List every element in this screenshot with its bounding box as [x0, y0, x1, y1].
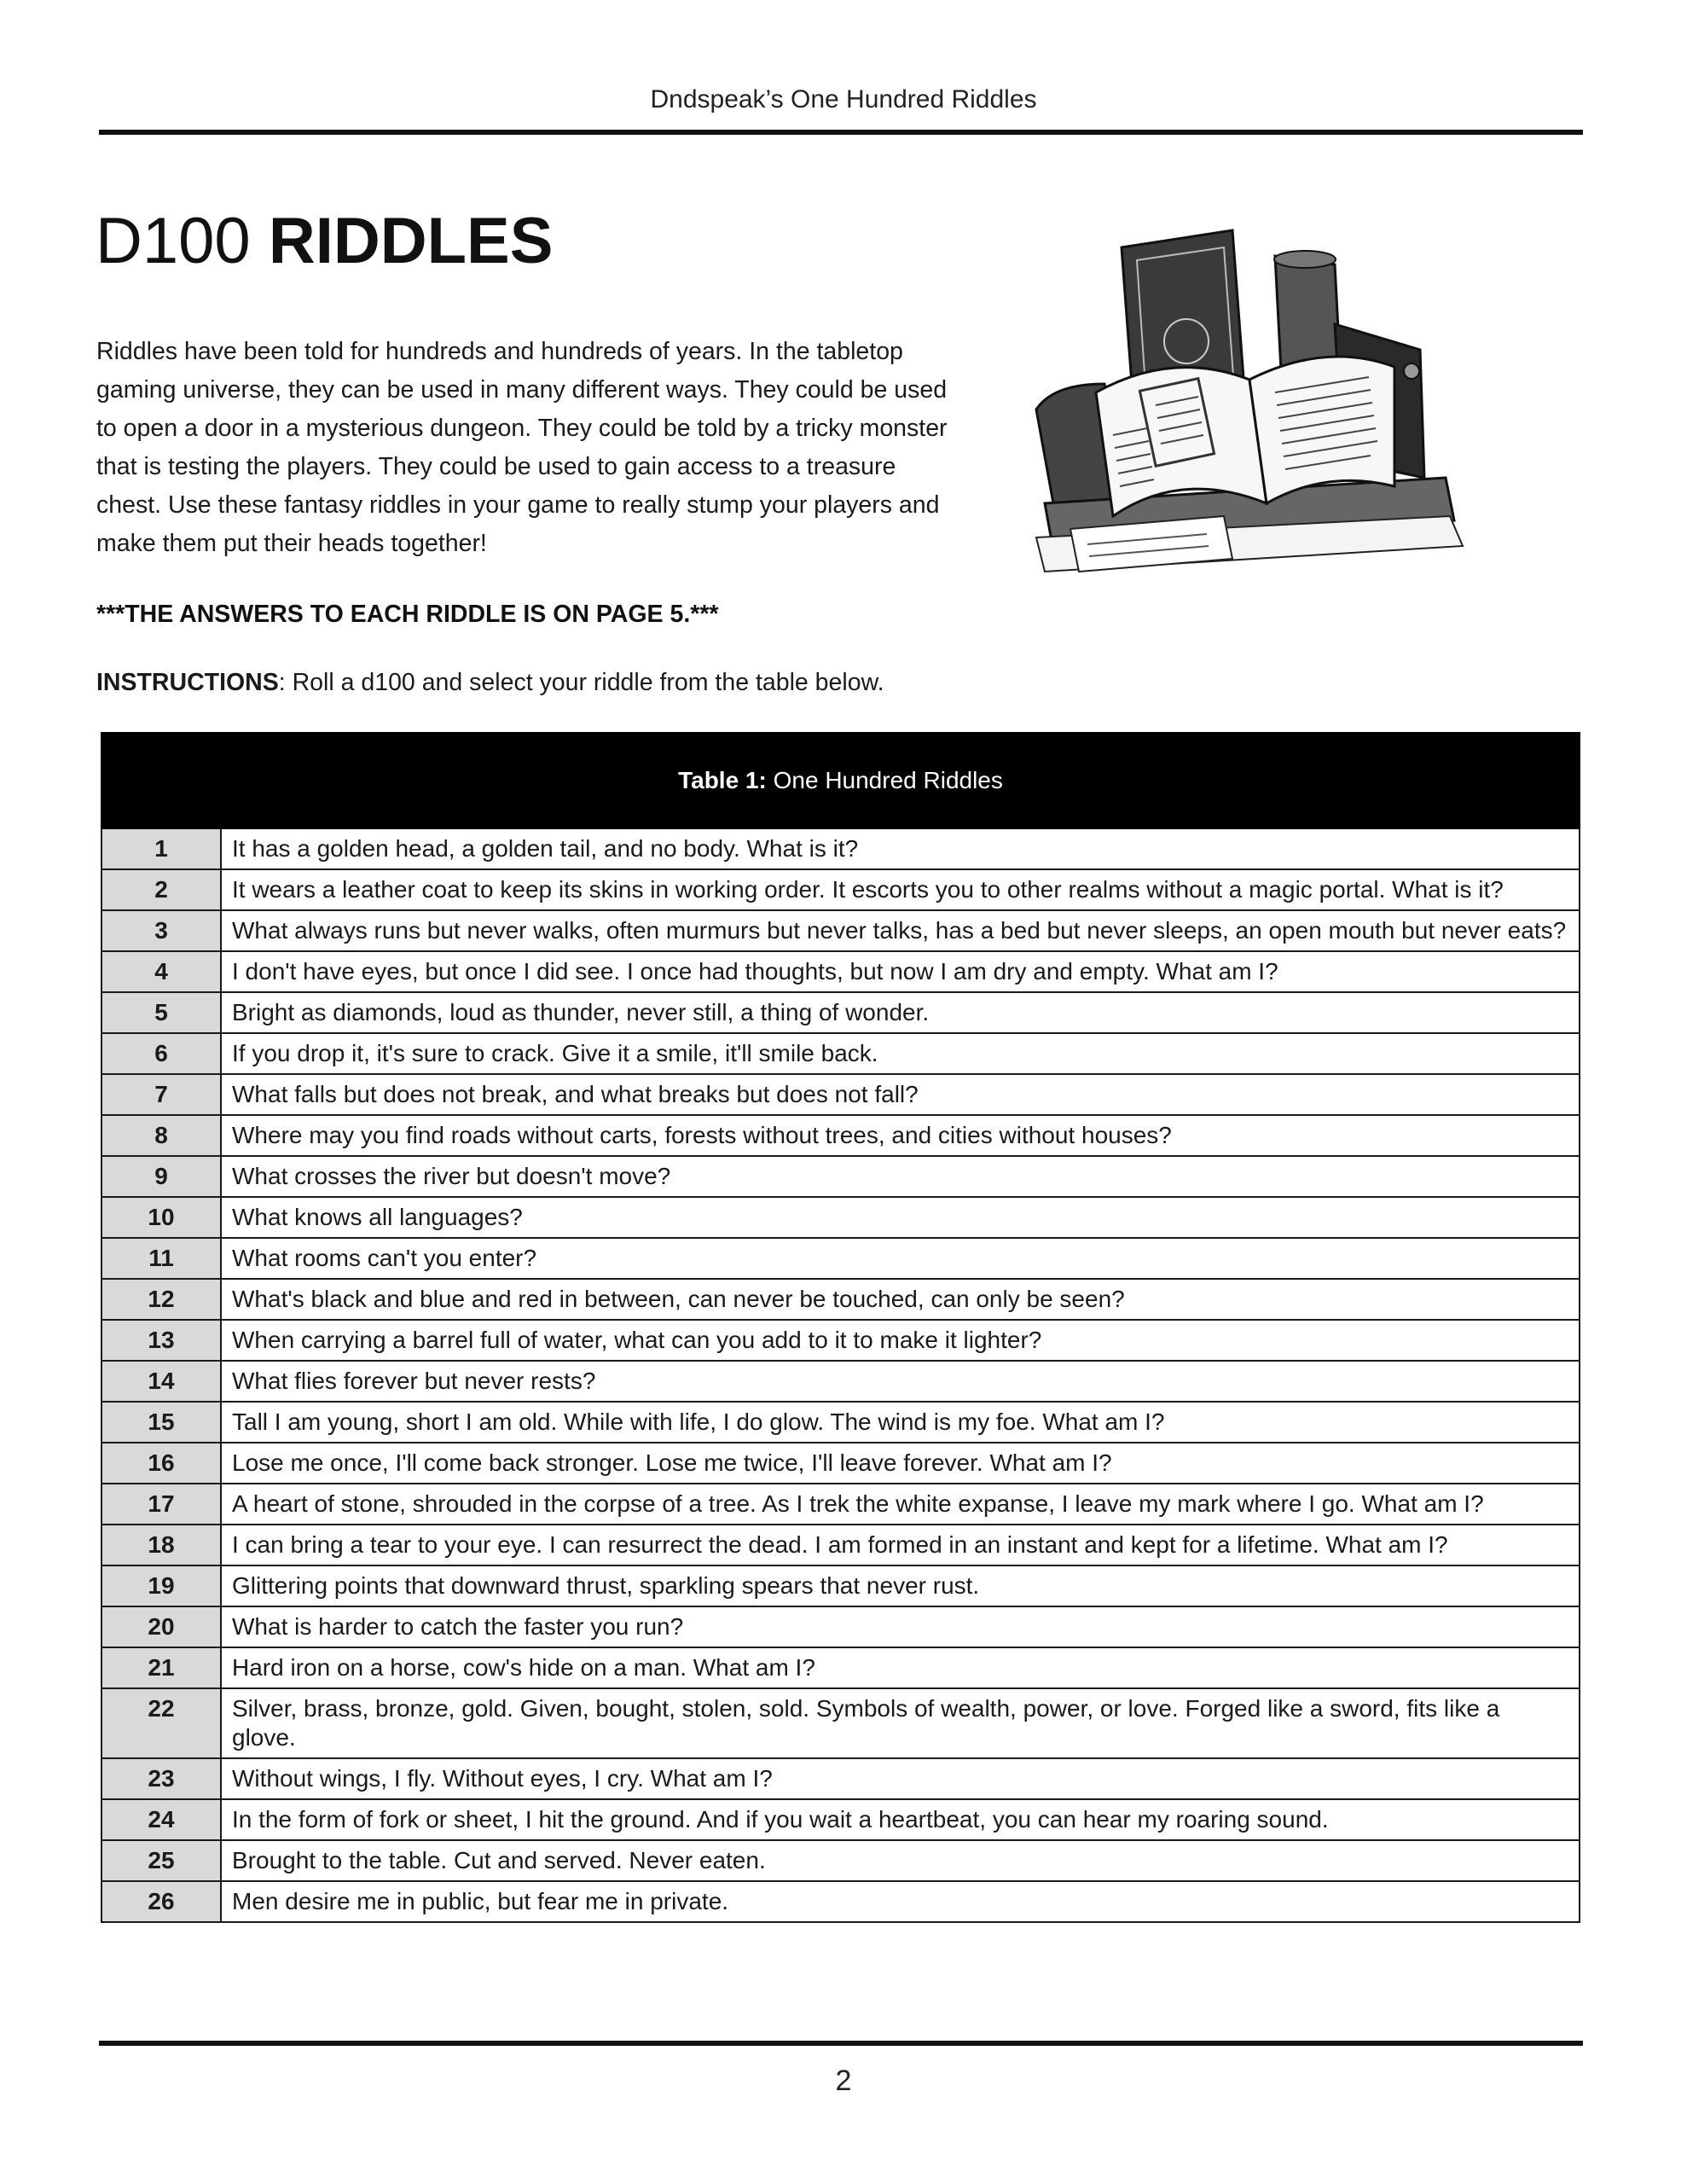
- riddle-text: Silver, brass, bronze, gold. Given, bought, stolen, sold. Symbols of wealth, power, or love. Forged like a sword, fits like a glove.: [221, 1688, 1580, 1758]
- table-row: [101, 1758, 1580, 1799]
- riddle-number: 5: [101, 992, 221, 1033]
- riddle-text: It wears a leather coat to keep its skins in working order. It escorts you to other realms without a magic portal. What is it?: [221, 869, 1580, 910]
- footer-divider: [99, 2041, 1583, 2046]
- riddle-number: 18: [101, 1525, 221, 1565]
- table-row: [101, 1156, 1580, 1197]
- header-divider: [99, 130, 1583, 135]
- riddle-number: 24: [101, 1799, 221, 1840]
- riddle-number: 16: [101, 1443, 221, 1484]
- riddle-text: In the form of fork or sheet, I hit the ground. And if you wait a heartbeat, you can hear my roaring sound.: [221, 1799, 1580, 1840]
- riddle-text: I can bring a tear to your eye. I can resurrect the dead. I am formed in an instant and kept for a lifetime. What am I?: [221, 1525, 1580, 1565]
- table-row: [101, 1238, 1580, 1279]
- table-row: [101, 1688, 1580, 1758]
- table-row: [101, 1443, 1580, 1484]
- table-row: [101, 910, 1580, 951]
- running-header: Dndspeak’s One Hundred Riddles: [650, 85, 1037, 113]
- riddle-text: I don't have eyes, but once I did see. I once had thoughts, but now I am dry and empty. What am I?: [221, 951, 1580, 992]
- riddle-text: What rooms can't you enter?: [221, 1238, 1580, 1279]
- table-row: [101, 1525, 1580, 1565]
- riddle-text: Glittering points that downward thrust, sparkling spears that never rust.: [221, 1565, 1580, 1606]
- table-row: [101, 1881, 1580, 1922]
- table-caption: [101, 733, 1580, 828]
- riddle-text: When carrying a barrel full of water, what can you add to it to make it lighter?: [221, 1320, 1580, 1361]
- riddle-number: 14: [101, 1361, 221, 1402]
- riddle-text: It has a golden head, a golden tail, and no body. What is it?: [221, 828, 1580, 869]
- table-caption-label: Table 1:: [678, 767, 767, 793]
- riddle-text: What flies forever but never rests?: [221, 1361, 1580, 1402]
- table-row: [101, 992, 1580, 1033]
- old-books-illustration-icon: [1019, 222, 1471, 589]
- table-row: [101, 1840, 1580, 1881]
- table-row: [101, 1279, 1580, 1320]
- table-row: [101, 1320, 1580, 1361]
- riddle-number: 10: [101, 1197, 221, 1238]
- riddle-number: 13: [101, 1320, 221, 1361]
- table-row: [101, 1115, 1580, 1156]
- riddle-number: 2: [101, 869, 221, 910]
- riddle-text: Bright as diamonds, loud as thunder, never still, a thing of wonder.: [221, 992, 1580, 1033]
- riddle-number: 26: [101, 1881, 221, 1922]
- table-row: [101, 1799, 1580, 1840]
- riddle-text: Tall I am young, short I am old. While with life, I do glow. The wind is my foe. What am I?: [221, 1402, 1580, 1443]
- riddle-text: If you drop it, it's sure to crack. Give it a smile, it'll smile back.: [221, 1033, 1580, 1074]
- riddle-number: 9: [101, 1156, 221, 1197]
- riddles-table: [101, 732, 1580, 1923]
- table-row: [101, 1197, 1580, 1238]
- table-row: [101, 869, 1580, 910]
- table-row: [101, 1484, 1580, 1525]
- table-row: [101, 1033, 1580, 1074]
- riddle-text: What knows all languages?: [221, 1197, 1580, 1238]
- riddle-text: Lose me once, I'll come back stronger. Lose me twice, I'll leave forever. What am I?: [221, 1443, 1580, 1484]
- riddle-number: 1: [101, 828, 221, 869]
- riddle-number: 3: [101, 910, 221, 951]
- table-caption-title: One Hundred Riddles: [773, 767, 1003, 793]
- riddle-number: 21: [101, 1647, 221, 1688]
- table-row: [101, 828, 1580, 869]
- answers-note: ***THE ANSWERS TO EACH RIDDLE IS ON PAGE 5.***: [96, 601, 719, 628]
- riddle-text: What always runs but never walks, often murmurs but never talks, has a bed but never sleeps, an open mouth but never eats?: [221, 910, 1580, 951]
- riddle-number: 22: [101, 1688, 221, 1758]
- riddle-number: 6: [101, 1033, 221, 1074]
- riddle-number: 8: [101, 1115, 221, 1156]
- instructions-label: INSTRUCTIONS: [96, 669, 279, 696]
- table-row: [101, 1074, 1580, 1115]
- riddle-number: 7: [101, 1074, 221, 1115]
- riddle-number: 4: [101, 951, 221, 992]
- riddle-number: 20: [101, 1606, 221, 1647]
- riddle-text: What is harder to catch the faster you run?: [221, 1606, 1580, 1647]
- riddle-text: Men desire me in public, but fear me in private.: [221, 1881, 1580, 1922]
- title-main: RIDDLES: [268, 205, 554, 277]
- riddle-number: 12: [101, 1279, 221, 1320]
- table-row: [101, 1647, 1580, 1688]
- riddle-number: 23: [101, 1758, 221, 1799]
- riddle-number: 11: [101, 1238, 221, 1279]
- intro-paragraph: Riddles have been told for hundreds and hundreds of years. In the tabletop gaming universe, they can be used in many different ways. They could be used to open a door in a mysterious dungeon. They could be told by a tricky monster that is testing the players. They could be used to gain access to a treasure chest. Use these fantasy riddles in your game to really stump your players and make them put their heads together!: [96, 338, 948, 557]
- page-title: [96, 205, 554, 277]
- riddle-number: 19: [101, 1565, 221, 1606]
- table-row: [101, 1402, 1580, 1443]
- riddle-text: What falls but does not break, and what breaks but does not fall?: [221, 1074, 1580, 1115]
- instructions: [96, 669, 884, 697]
- riddle-number: 17: [101, 1484, 221, 1525]
- title-prefix: D100: [96, 205, 251, 277]
- riddle-text: A heart of stone, shrouded in the corpse of a tree. As I trek the white expanse, I leave my mark where I go. What am I?: [221, 1484, 1580, 1525]
- table-row: [101, 1361, 1580, 1402]
- instructions-text: : Roll a d100 and select your riddle from the table below.: [278, 669, 884, 696]
- table-row: [101, 951, 1580, 992]
- table-row: [101, 1606, 1580, 1647]
- riddle-text: What crosses the river but doesn't move?: [221, 1156, 1580, 1197]
- riddle-number: 15: [101, 1402, 221, 1443]
- page-number: 2: [835, 2065, 852, 2097]
- riddle-text: Where may you find roads without carts, forests without trees, and cities without houses?: [221, 1115, 1580, 1156]
- riddle-text: Hard iron on a horse, cow's hide on a man. What am I?: [221, 1647, 1580, 1688]
- riddle-text: Brought to the table. Cut and served. Never eaten.: [221, 1840, 1580, 1881]
- table-header-row: [101, 733, 1580, 828]
- table-row: [101, 1565, 1580, 1606]
- riddle-number: 25: [101, 1840, 221, 1881]
- riddle-text: Without wings, I fly. Without eyes, I cry. What am I?: [221, 1758, 1580, 1799]
- riddle-text: What's black and blue and red in between, can never be touched, can only be seen?: [221, 1279, 1580, 1320]
